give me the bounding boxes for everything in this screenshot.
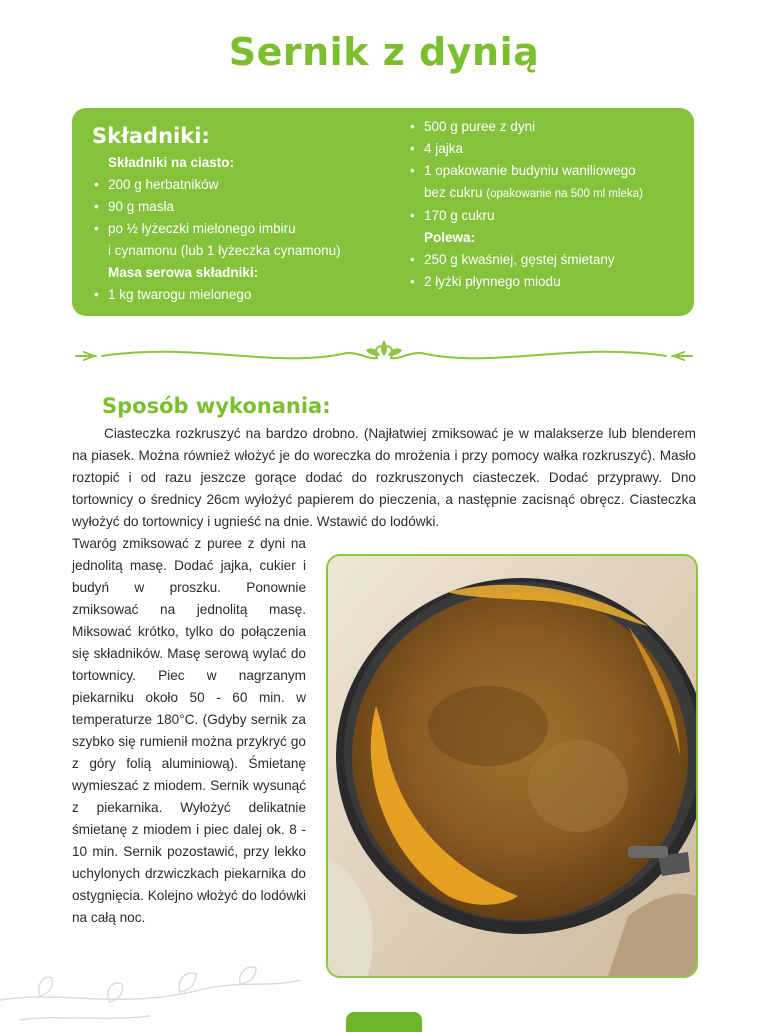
ingredient-text: 1 kg twarogu mielonego [108, 287, 252, 302]
ingredients-subheading: Składniki na ciasto: [108, 155, 235, 170]
ingredient-text: 200 g herbatników [108, 177, 219, 192]
bullet-icon: • [94, 221, 99, 236]
bullet-icon: • [410, 119, 415, 134]
page-number-tab [346, 1012, 422, 1032]
ingredient-text: 4 jajka [424, 141, 464, 156]
ingredient-text: po ½ łyżeczki mielonego imbiru [108, 221, 296, 236]
ingredient-item [92, 174, 422, 196]
ingredients-left-column [92, 116, 422, 306]
method-paragraph-1 [72, 423, 696, 533]
ingredient-item [408, 116, 690, 138]
method-heading: Sposób wykonania: [102, 394, 331, 418]
cheesecake-photo [326, 554, 698, 978]
ingredients-heading: Składniki: [92, 124, 210, 148]
ingredient-item [408, 160, 690, 182]
decorative-divider [72, 338, 696, 378]
ingredients-right-column [408, 116, 690, 293]
bullet-icon: • [410, 141, 415, 156]
ingredient-item [408, 249, 690, 271]
ingredients-box [72, 108, 694, 316]
method-paragraph-2: Twaróg zmiksować z puree z dyni na jednolitą masę. Dodać jajka, cukier i budyń w proszku. Ponownie zmiksować na jednolitą masę. Miksować krótko, tylko do połączenia się składników. Masę serową wylać do tortownicy. Piec w nagrzanym piekarniku około 50 - 60 min. w temperaturze 180°C. (Gdyby sernik za szybko się rumienił można przykryć go z góry folią aluminiową). Śmietanę wymieszać z miodem. Sernik wysunąć z piekarnika. Wyłożyć delikatnie śmietanę z miodem i piec dalej ok. 8 - 10 min. Sernik pozostawić, przy lekko uchylonych drzwiczkach piekarnika do ostygnięcia. Kolejno włożyć do lodówki na całą noc. [72, 536, 306, 925]
ingredient-text: bez cukru [424, 185, 483, 200]
ingredient-text: 170 g cukru [424, 208, 495, 223]
ingredient-text: 250 g kwaśniej, gęstej śmietany [424, 252, 615, 267]
method-text-1: Ciasteczka rozkruszyć na bardzo drobno. (Najłatwiej zmiksować je w malakserze lub blenderem na piasek. Można również włożyć je do woreczka do mrożenia i przy pomocy wałka rozkruszyć). Masło roztopić i od razu jeszcze gorące dodać do rozkruszonych ciasteczek. Dodać przyprawy. Dno tortownicy o średnicy 26cm wyłożyć papierem do pieczenia, a następnie zacisnąć obręcz. Ciasteczka wyłożyć do tortownicy i ugnieść na dnie. Wstawić do lodówki. [72, 426, 696, 529]
bullet-icon: • [410, 274, 415, 289]
ingredient-text: i cynamonu (lub 1 łyżeczka cynamonu) [108, 243, 341, 258]
ingredient-item [408, 271, 690, 293]
ingredient-text: 90 g masła [108, 199, 175, 214]
ingredient-item [408, 138, 690, 160]
leaf-ornament [0, 960, 300, 1024]
bullet-icon: • [94, 199, 99, 214]
bullet-icon: • [410, 252, 415, 267]
ingredient-text: 2 łyżki płynnego miodu [424, 274, 561, 289]
ingredient-text: 1 opakowanie budyniu waniliowego [424, 163, 636, 178]
ingredients-subheading: Masa serowa składniki: [108, 265, 259, 280]
ingredient-item [408, 182, 690, 205]
bullet-icon: • [410, 163, 415, 178]
bullet-icon: • [94, 177, 99, 192]
ingredient-item [92, 196, 422, 218]
ingredient-item [92, 240, 422, 262]
ingredient-item [92, 218, 422, 240]
ingredient-text: 500 g puree z dyni [424, 119, 536, 134]
bullet-icon: • [94, 287, 99, 302]
recipe-title: Sernik z dynią [228, 30, 540, 74]
ingredients-subheading: Polewa: [424, 230, 476, 245]
ingredient-item [92, 284, 422, 306]
ingredient-note: (opakowanie na 500 ml mleka) [486, 188, 643, 200]
ingredient-item [408, 205, 690, 227]
bullet-icon: • [410, 208, 415, 223]
